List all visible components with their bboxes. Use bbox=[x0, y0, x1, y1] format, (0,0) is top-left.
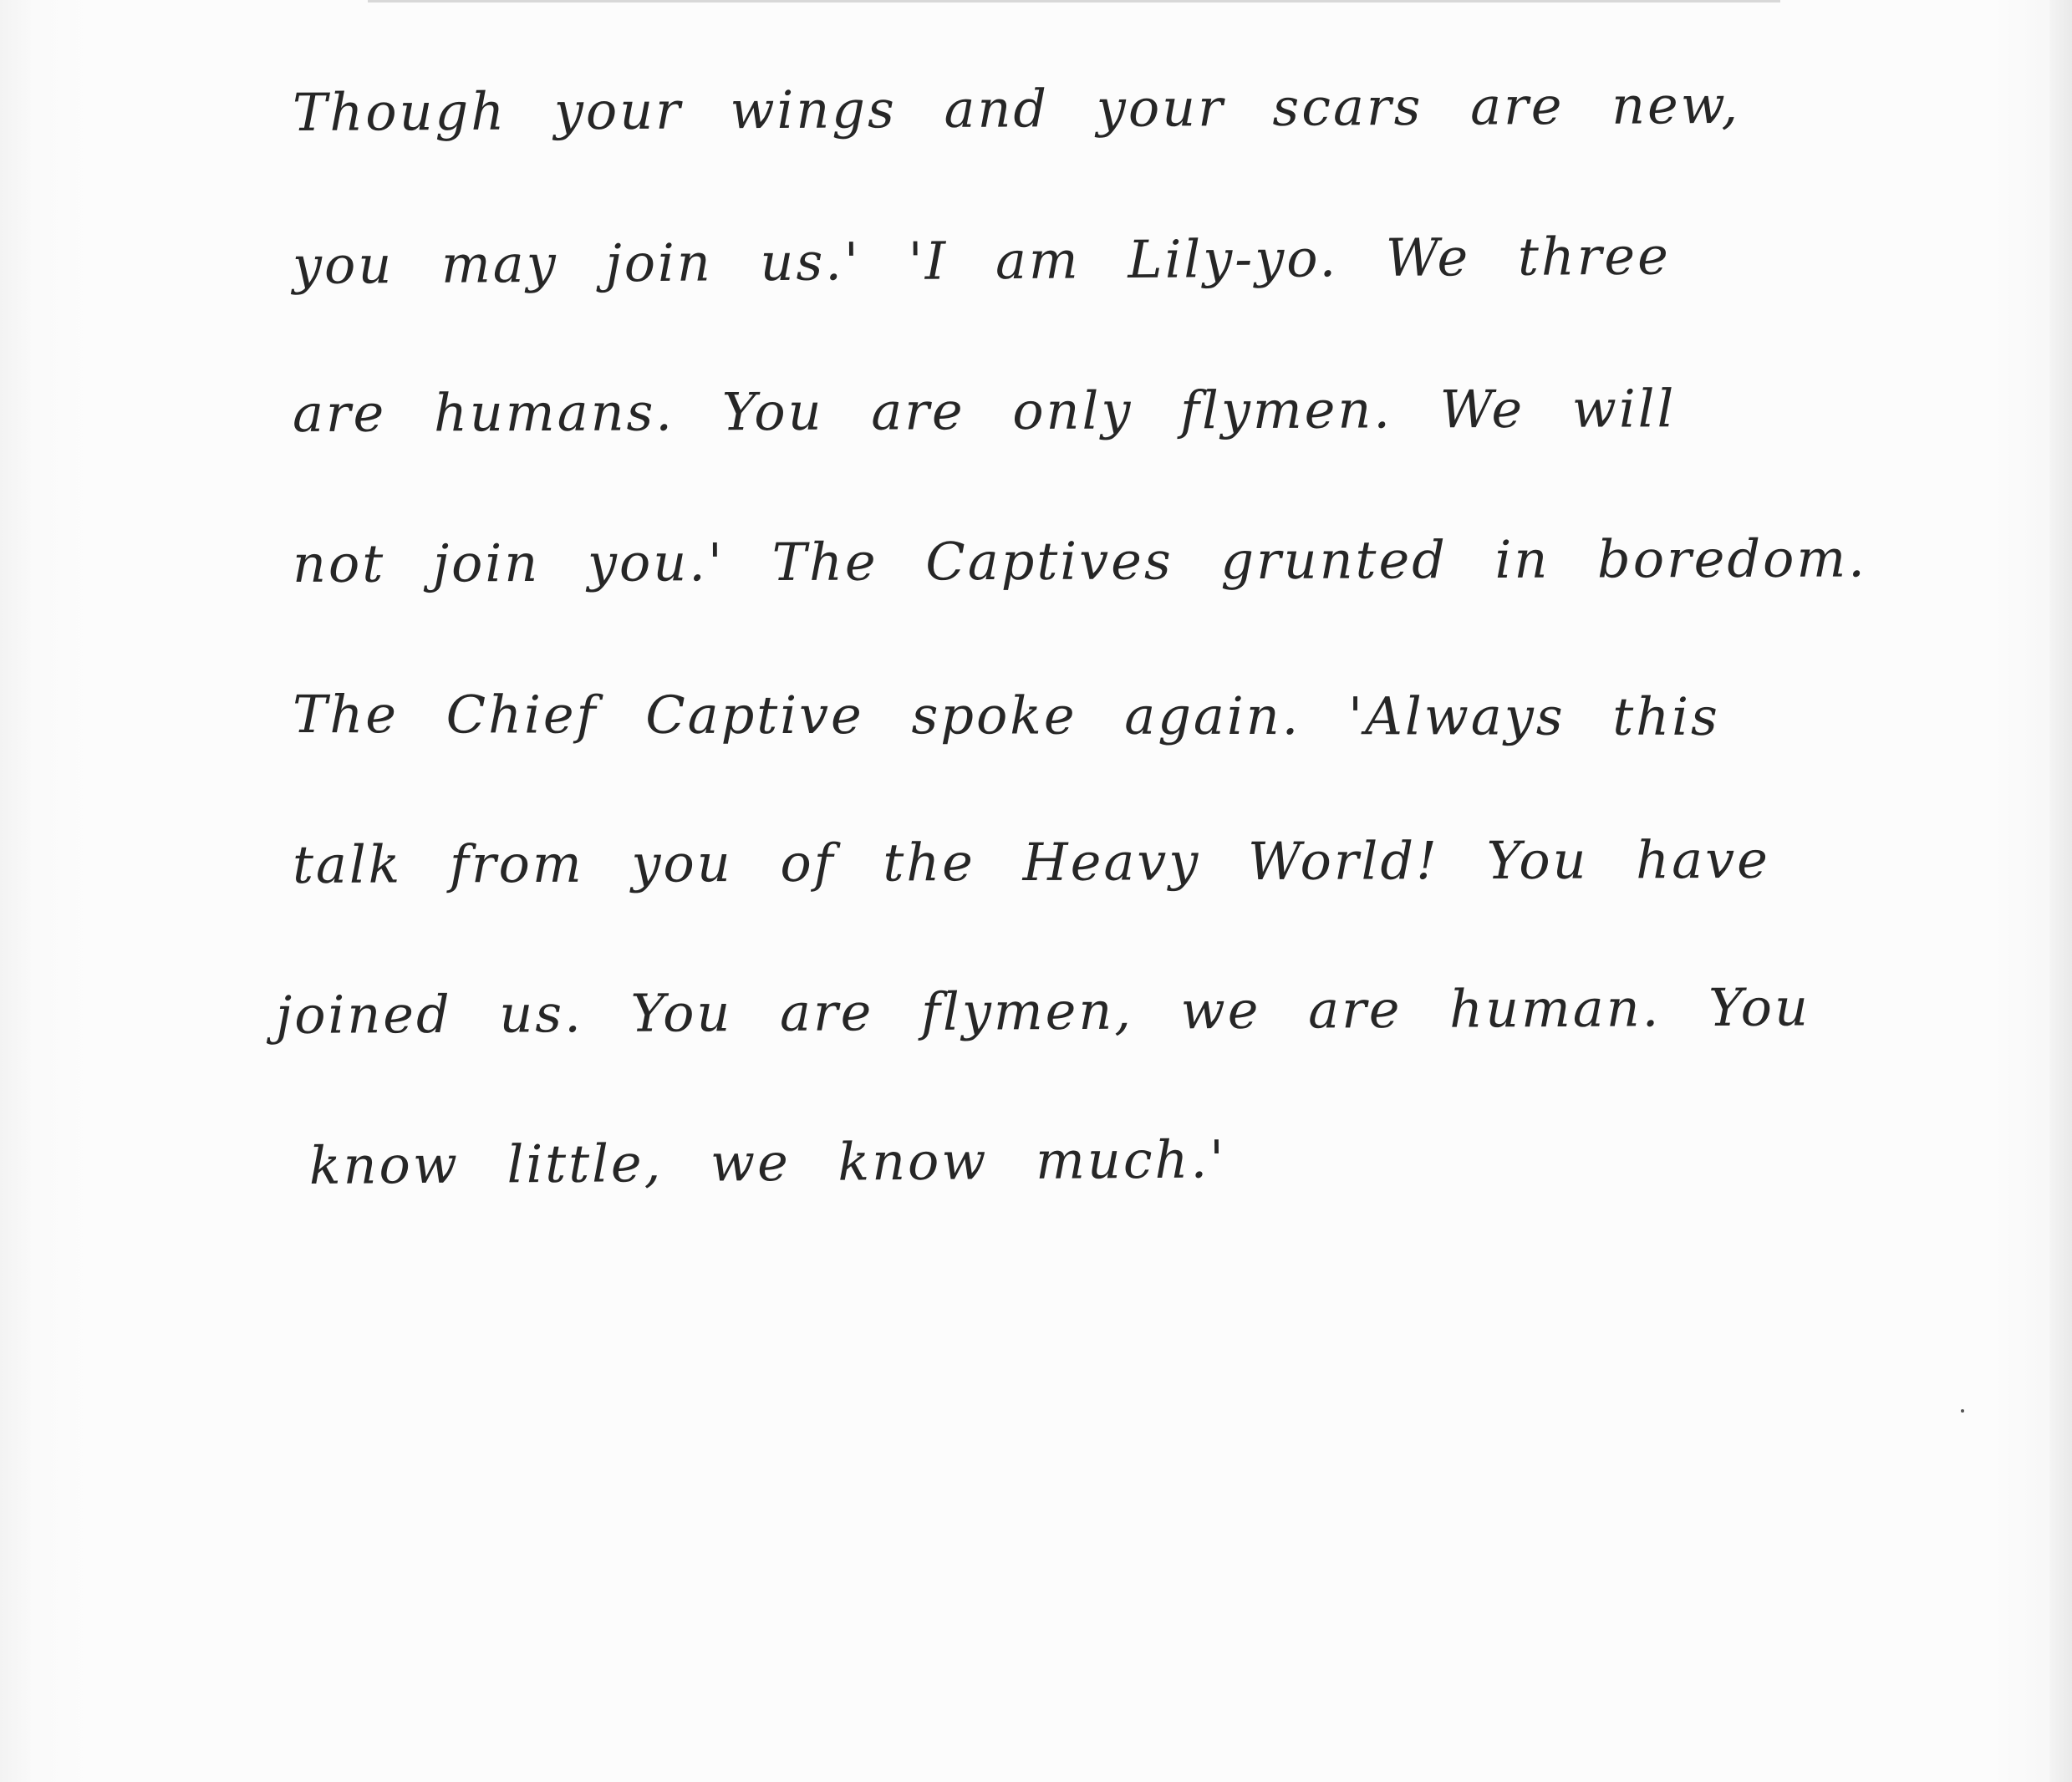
handwritten-line-8: know little, we know much.' bbox=[308, 1128, 1227, 1196]
handwritten-line-7: joined us. You are flymen, we are human. You bbox=[275, 976, 1811, 1046]
paper-top-edge bbox=[368, 0, 1780, 3]
ink-speck bbox=[1961, 1409, 1964, 1413]
paper-right-edge bbox=[2049, 0, 2072, 1782]
handwritten-line-3: are humans. You are only flymen. We will bbox=[292, 378, 1677, 444]
handwritten-line-1: Though your wings and your scars are new, bbox=[292, 74, 1741, 143]
handwritten-line-4: not join you.' The Captives grunted in boredom. bbox=[292, 527, 1868, 594]
handwritten-line-2: you may join us.' 'I am Lily-yo. We three bbox=[292, 225, 1672, 296]
handwritten-line-5: The Chief Captive spoke again. 'Always this bbox=[292, 684, 1720, 747]
handwritten-line-6: talk from you of the Heavy World! You have bbox=[292, 828, 1770, 895]
